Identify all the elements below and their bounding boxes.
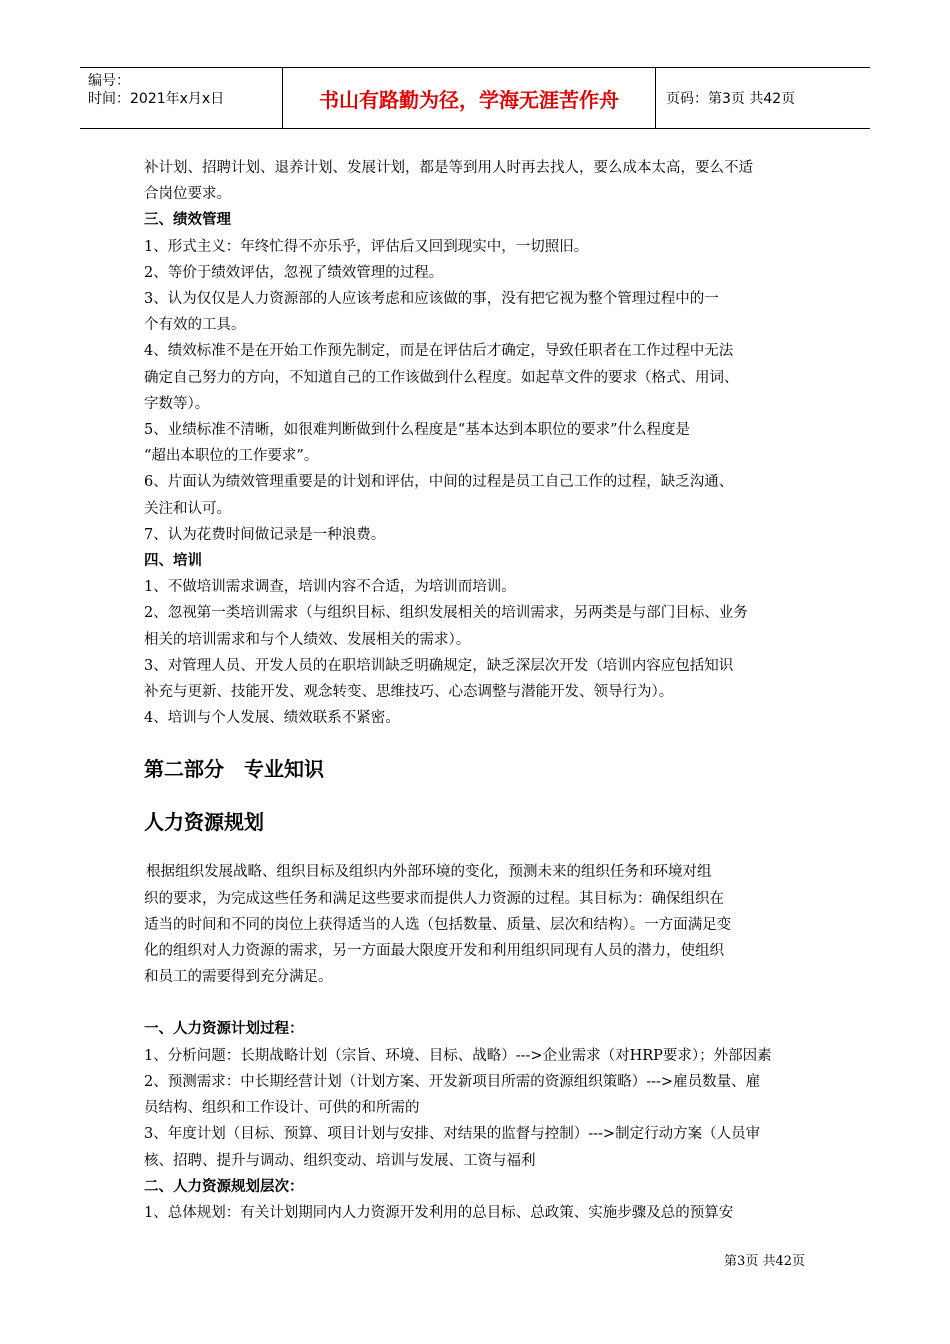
text-line: 确定自己努力的方向，不知道自己的工作该做到什么程度。如起草文件的要求（格式、用词、: [144, 369, 739, 386]
text-line: 2、忽视第一类培训需求（与组织目标、组织发展相关的培训需求，另两类是与部门目标、业务: [144, 605, 748, 622]
text-line: 2、预测需求：中长期经营计划（计划方案、开发新项目所需的资源组织策略）--->雇员数量、雇: [144, 1073, 761, 1090]
text-line: 1、分析问题：长期战略计划（宗旨、环境、目标、战略）--->企业需求（对HRP要求）；外部因素: [144, 1047, 772, 1064]
text-line: 个有效的工具。: [144, 317, 246, 334]
page-footer: 第3页 共42页: [724, 1254, 805, 1269]
text-line: 3、对管理人员、开发人员的在职培训缺乏明确规定，缺乏深层次开发（培训内容应包括知识: [144, 657, 734, 674]
section-heading: 一、人力资源计划过程：: [144, 1020, 304, 1038]
text-line: 补充与更新、技能开发、观念转变、思维技巧、心态调整与潜能开发、领导行为）。: [144, 684, 674, 701]
text-line: 适当的时间和不同的岗位上获得适当的人选（包括数量、质量、层次和结构）。一方面满足变: [144, 916, 732, 933]
header-motto-cell: [282, 68, 656, 128]
section-heading: 二、人力资源规划层次：: [144, 1177, 304, 1195]
text-line: 字数等）。: [144, 395, 210, 412]
text-line: 1、形式主义：年终忙得不亦乐乎，评估后又回到现实中，一切照旧。: [144, 238, 589, 255]
section-heading: 四、培训: [144, 552, 202, 570]
part-title: 第二部分 专业知识: [144, 757, 324, 782]
text-line: 员结构、组织和工作设计、可供的和所需的: [144, 1100, 420, 1117]
intro-paragraph: [144, 859, 812, 990]
section-title: 人力资源规划: [144, 810, 264, 835]
header-info: [80, 68, 282, 128]
time-label: 时间：2021年x月x日: [88, 91, 225, 107]
plan-section: [144, 1016, 812, 1226]
text-line: 补计划、招聘计划、退养计划、发展计划，都是等到用人时再去找人，要么成本太高，要么不适: [144, 160, 753, 176]
serial-label: 编号：: [88, 73, 130, 89]
text-line: 1、不做培训需求调查，培训内容不合适，为培训而培训。: [144, 579, 516, 596]
document-body: [144, 155, 812, 1226]
text-line: 5、业绩标准不清晰，如很难判断做到什么程度是“基本达到本职位的要求”什么程度是: [144, 422, 691, 439]
text-line: 关注和认可。: [144, 500, 231, 517]
section-heading: 三、绩效管理: [144, 211, 231, 229]
page-info: 页码：第3页 共42页: [666, 91, 796, 107]
text-line: 相关的培训需求和与个人绩效、发展相关的需求）。: [144, 631, 471, 648]
text-line: 4、绩效标准不是在开始工作预先制定，而是在评估后才确定，导致任职者在工作过程中无法: [144, 343, 734, 360]
text-line: 4、培训与个人发展、绩效联系不紧密。: [144, 710, 400, 727]
text-line: “超出本职位的工作要求”。: [144, 448, 319, 465]
text-line: 根据组织发展战略、组织目标及组织内外部环境的变化，预测未来的组织任务和环境对组: [146, 864, 712, 881]
text-line: 3、认为仅仅是人力资源部的人应该考虑和应该做的事，没有把它视为整个管理过程中的一: [144, 291, 719, 308]
motto: 书山有路勤为径，学海无涯苦作舟: [319, 87, 619, 112]
text-line: 织的要求，为完成这些任务和满足这些要求而提供人力资源的过程。其目标为：确保组织在: [144, 890, 724, 907]
text-line: 2、等价于绩效评估，忽视了绩效管理的过程。: [144, 264, 444, 281]
text-line: 7、认为花费时间做记录是一种浪费。: [144, 526, 386, 543]
text-line: 和员工的需要得到充分满足。: [144, 969, 333, 986]
page-header: [80, 67, 870, 129]
text-line: 6、片面认为绩效管理重要是的计划和评估，中间的过程是员工自己工作的过程，缺乏沟通、: [144, 474, 734, 491]
text-line: 1、总体规划：有关计划期同内人力资源开发利用的总目标、总政策、实施步骤及总的预算安: [144, 1204, 734, 1221]
text-line: 化的组织对人力资源的需求，另一方面最大限度开发和利用组织同现有人员的潜力，使组织: [144, 943, 724, 960]
text-line: 3、年度计划（目标、预算、项目计划与安排、对结果的监督与控制）--->制定行动方案（人员审: [144, 1126, 761, 1143]
text-line: 合岗位要求。: [144, 186, 231, 203]
text-line: 核、招聘、提升与调动、组织变动、培训与发展、工资与福利: [144, 1152, 536, 1169]
